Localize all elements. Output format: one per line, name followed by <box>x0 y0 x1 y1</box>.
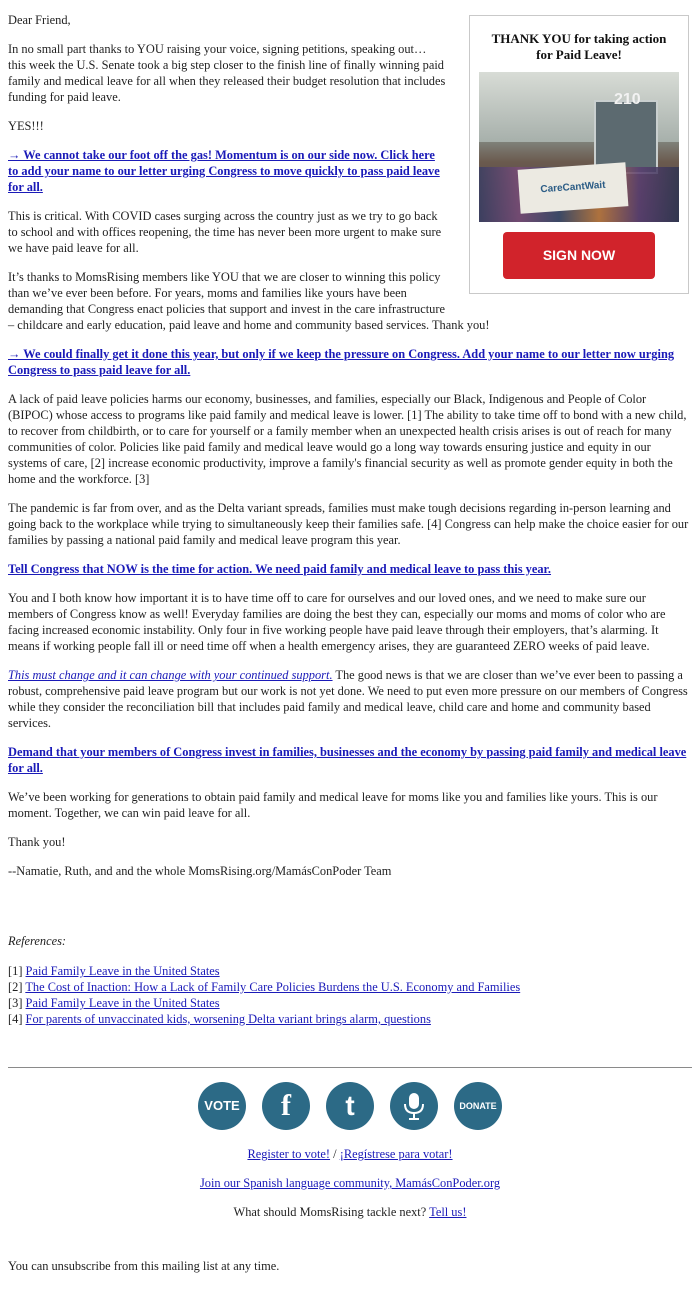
sidebar-title: THANK YOU for taking action for Paid Leave! <box>491 31 667 62</box>
social-icons <box>8 1082 692 1130</box>
closing-thanks: Thank you! <box>8 835 66 849</box>
twitter-icon-glyph: t <box>345 1090 355 1121</box>
reference-link[interactable]: For parents of unvaccinated kids, worsening Delta variant brings alarm, questions <box>25 1012 431 1026</box>
paragraph-must-change <box>8 667 692 731</box>
microphone-icon <box>402 1091 426 1121</box>
podcast-microphone-icon[interactable] <box>390 1082 438 1130</box>
photo-banner: CareCantWait <box>518 162 629 213</box>
vote-icon-label: VOTE <box>204 1098 240 1113</box>
email-body <box>8 12 692 1274</box>
reference-number: [1] <box>8 964 26 978</box>
paragraph-thanks-members: It’s thanks to MomsRising members like YOU that we are closer to winning this policy than we’ve ever been before. For years, moms and families like yours have been demanding that Congress enact policies that support and invest in the care infrastructure – childcare and early education, paid leave and home and community based services. Thank you! <box>8 270 490 332</box>
facebook-icon[interactable] <box>262 1082 310 1130</box>
reference-link[interactable]: The Cost of Inaction: How a Lack of Family Care Policies Burdens the U.S. Economy and Families <box>25 980 521 994</box>
paragraph-yes: YES!!! <box>8 119 44 133</box>
reference-number: [4] <box>8 1012 26 1026</box>
facebook-icon-glyph: f <box>281 1089 291 1122</box>
reference-item <box>8 963 692 979</box>
twitter-icon[interactable] <box>326 1082 374 1130</box>
paragraph-generations: We’ve been working for generations to obtain paid family and medical leave for moms like you and families like yours. This is our moment. Together, we can win paid leave for all. <box>8 790 658 820</box>
tell-us-link[interactable]: Tell us! <box>429 1205 467 1219</box>
petition-link-2[interactable]: → We could finally get it done this year, but only if we keep the pressure on Congress. Add your name to our letter now urging Congress to pass paid leave for all. <box>8 347 675 377</box>
register-separator: / <box>330 1147 340 1161</box>
reference-link[interactable]: Paid Family Leave in the United States <box>25 996 220 1010</box>
paragraph-pandemic: The pandemic is far from over, and as the Delta variant spreads, families must make tough decisions regarding in-person learning and going back to the workplace while trying to simultaneously keep their families safe. [4] Congress can help make the choice easier for our families by passing a national paid family and medical leave program this year. <box>8 501 689 547</box>
petition-link-4[interactable]: This must change and it can change with your continued support. <box>8 668 333 682</box>
paragraph-bipoc: A lack of paid leave policies harms our economy, businesses, and families, especially our Black, Indigenous and People of Color (BIPOC) whose access to programs like paid family and medical leave is lower. [1] The ability to take time off to bond with a new child, to recover from childbirth, or to care for yourself or a family member when an unexpected health crisis arises is out of reach for many communities of color. Policies like paid family and medical leave would go a long way towards ensuring justice and equity in our systems of care, [2] increase economic productivity, improve a family's financial security as well as promote gender equity in both the home and the workforce. [3] <box>8 392 687 486</box>
paragraph-intro: In no small part thanks to YOU raising your voice, signing petitions, speaking out… this week the U.S. Senate took a big step closer to the finish line of finally winning paid family and medical leave for all when they released their budget resolution that includes funding for paid leave. <box>8 42 446 104</box>
paragraph-must-change-text: The good news is that we are closer than we’ve ever been to passing a robust, comprehensive paid leave program but our work is not yet done. We need to put even more pressure on our members of Congress while they consider the reconciliation bill that includes paid family and medical leave, child care and home and community based services. <box>8 668 688 730</box>
registrese-link[interactable]: ¡Regístrese para votar! <box>339 1147 453 1161</box>
reference-item <box>8 1011 692 1027</box>
reference-item <box>8 979 692 995</box>
references-list <box>8 963 692 1027</box>
tackle-question: What should MomsRising tackle next? <box>233 1205 430 1219</box>
petition-link-5[interactable]: Demand that your members of Congress invest in families, businesses and the economy by passing paid family and medical leave for all. <box>8 745 687 775</box>
petition-link-3[interactable]: Tell Congress that NOW is the time for action. We need paid family and medical leave to pass this year. <box>8 562 552 576</box>
signature: --Namatie, Ruth, and and the whole MomsRising.org/MamásConPoder Team <box>8 864 392 878</box>
paragraph-time-off: You and I both know how important it is to have time off to care for ourselves and our loved ones, and we need to make sure our members of Congress know as well! Everyday families are doing the best they can, especially our moms and moms of color who are facing increased economic instability. Only four in five working people have paid leave through their employers, that’s alarming. It means if working people fall ill or need time off when a health emergency arises, they are guaranteed ZERO weeks of paid leave. <box>8 591 666 653</box>
reference-item <box>8 995 692 1011</box>
donate-icon[interactable] <box>454 1082 502 1130</box>
reference-number: [2] <box>8 980 26 994</box>
footer-divider <box>8 1067 692 1068</box>
greeting: Dear Friend, <box>8 13 71 27</box>
paragraph-critical: This is critical. With COVID cases surging across the country just as we try to go back to school and with offices reopening, the time has never been more urgent to make sure we have paid leave for all. <box>8 209 442 255</box>
photo-building-number: 210 <box>614 91 641 108</box>
petition-link-1[interactable]: → We cannot take our foot off the gas! Momentum is on our side now. Click here to add your name to our letter urging Congress to move quickly to pass paid leave for all. <box>8 148 440 194</box>
petition-sidebar <box>469 15 689 294</box>
reference-number: [3] <box>8 996 26 1010</box>
sign-now-button[interactable]: SIGN NOW <box>503 232 655 279</box>
tackle-line <box>8 1204 692 1220</box>
vote-icon[interactable] <box>198 1082 246 1130</box>
register-line <box>8 1146 692 1162</box>
unsubscribe-text: You can unsubscribe from this mailing list at any time. <box>8 1259 280 1273</box>
donate-icon-label: DONATE <box>459 1101 497 1111</box>
register-to-vote-link[interactable]: Register to vote! <box>247 1147 331 1161</box>
footer <box>8 1082 692 1220</box>
spanish-community-link[interactable]: Join our Spanish language community, MamásConPoder.org <box>199 1176 501 1190</box>
rally-photo[interactable] <box>479 72 679 222</box>
references-label: References: <box>8 934 67 948</box>
reference-link[interactable]: Paid Family Leave in the United States <box>25 964 220 978</box>
